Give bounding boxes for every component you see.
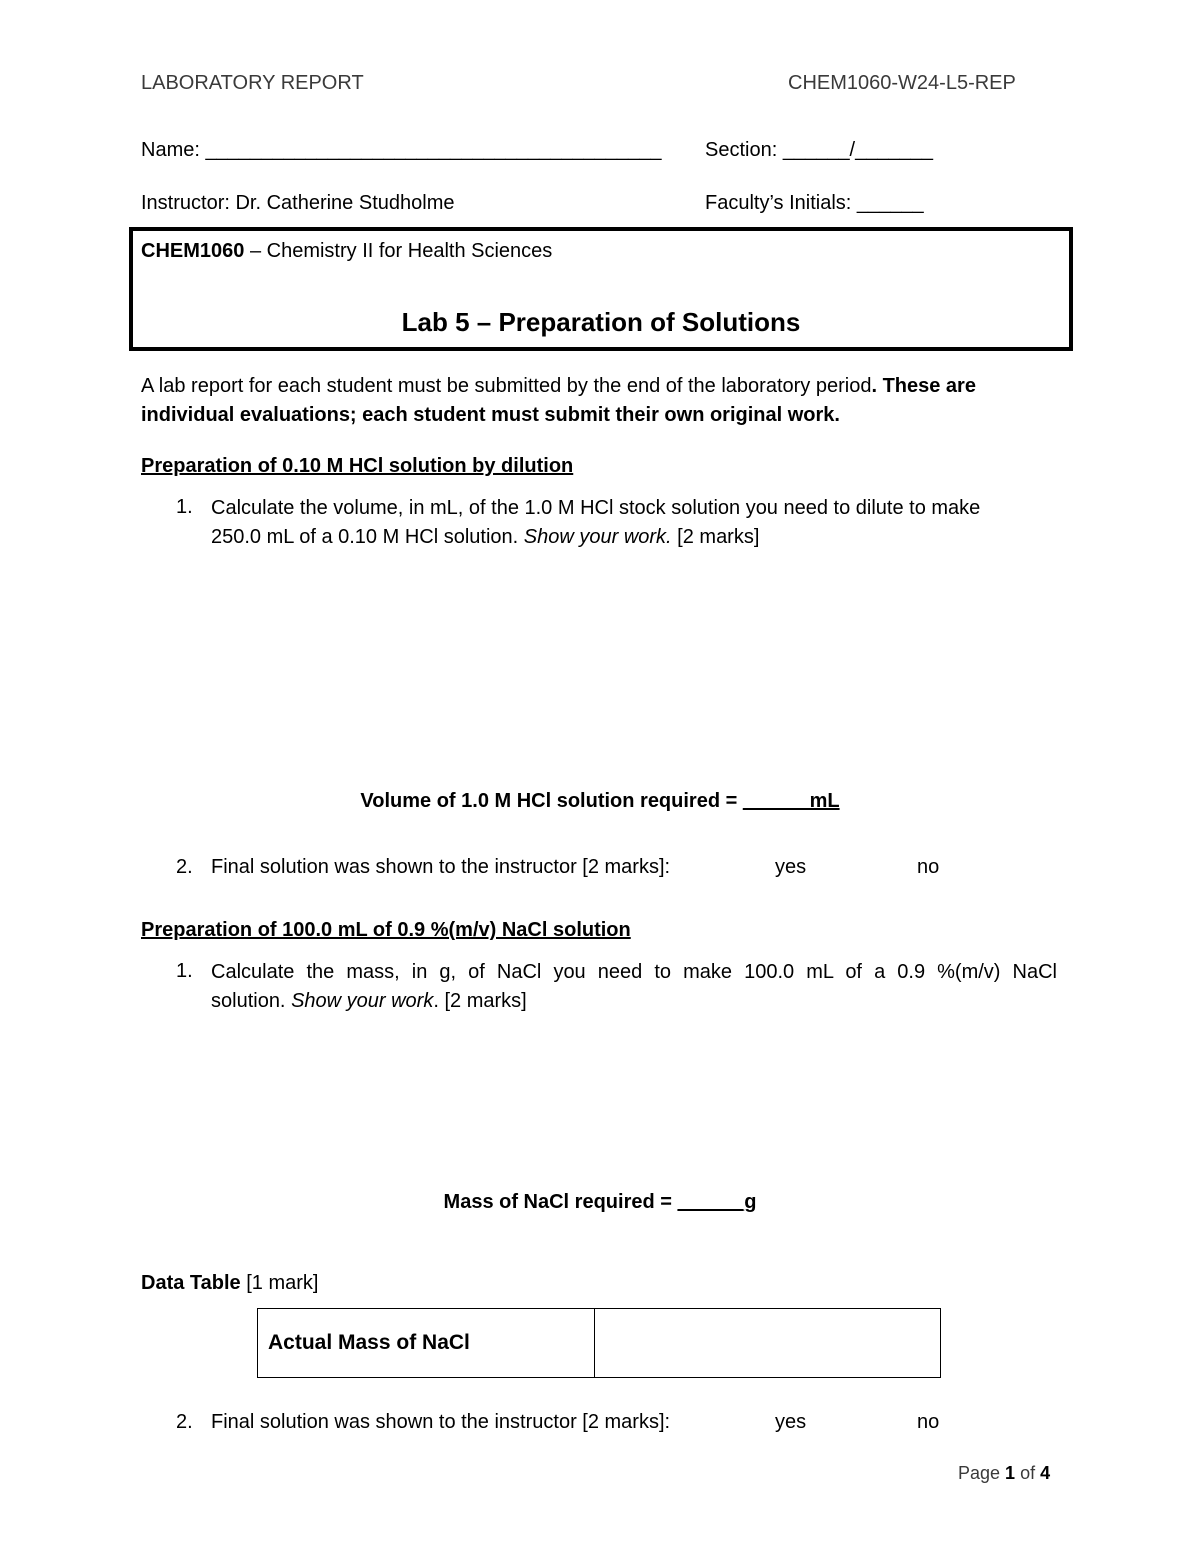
table-cell-input[interactable]	[595, 1309, 941, 1378]
section-heading-nacl: Preparation of 100.0 mL of 0.9 %(m/v) NaCl solution	[141, 919, 631, 941]
question-text: 250.0 mL of a 0.10 M HCl solution.	[211, 526, 524, 548]
hcl-volume-blank[interactable]: ______mL	[742, 790, 840, 812]
question-number: 2.	[176, 856, 193, 878]
section-heading-hcl: Preparation of 0.10 M HCl solution by dilution	[141, 455, 574, 477]
question-number: 1.	[176, 960, 193, 982]
nacl-mass-blank[interactable]: ______g	[677, 1191, 757, 1213]
question-number: 1.	[176, 496, 193, 518]
no-option[interactable]: no	[917, 1411, 940, 1433]
data-table-marks: [1 mark]	[240, 1272, 319, 1294]
answer-label: Mass of NaCl required =	[443, 1191, 678, 1213]
page-number	[958, 1463, 1050, 1484]
instructor-line: Instructor: Dr. Catherine Studholme	[141, 192, 455, 214]
course-name: – Chemistry II for Health Sciences	[244, 240, 553, 262]
section-field[interactable]: Section: ______/_______	[705, 139, 933, 161]
course-code: CHEM1060	[141, 240, 245, 262]
question-marks: . [2 marks]	[433, 990, 527, 1012]
table-cell-label: Actual Mass of NaCl	[258, 1309, 595, 1378]
table-row	[258, 1309, 941, 1378]
yes-option[interactable]: yes	[775, 1411, 807, 1433]
page-of: of	[1015, 1463, 1041, 1483]
question-text: solution.	[211, 990, 292, 1012]
data-table	[257, 1308, 941, 1378]
page-current: 1	[1005, 1463, 1016, 1483]
title-box	[129, 227, 1073, 351]
question-text: Calculate the mass, in g, of NaCl you need to make 100.0 mL of a 0.9 %(m/v) NaCl	[211, 961, 1057, 983]
question-hcl-volume	[211, 494, 980, 552]
intro-paragraph	[141, 372, 976, 430]
question-instruction: Show your work	[291, 990, 434, 1012]
lab-title: Lab 5 – Preparation of Solutions	[401, 307, 801, 337]
no-option[interactable]: no	[917, 856, 940, 878]
nacl-mass-answer	[0, 1191, 1200, 1214]
page-word: Page	[958, 1463, 1006, 1483]
intro-text: A lab report for each student must be submitted by the end of the laboratory period	[141, 375, 872, 397]
question-marks: [2 marks]	[671, 526, 760, 548]
report-header-code: CHEM1060-W24-L5-REP	[788, 72, 1016, 94]
page-total: 4	[1040, 1463, 1051, 1483]
faculty-initials-field[interactable]: Faculty’s Initials: ______	[705, 192, 924, 214]
data-table-heading: Data Table	[141, 1272, 241, 1294]
question-shown-instructor: Final solution was shown to the instructor [2 marks]:	[211, 856, 671, 878]
hcl-volume-answer	[0, 790, 1200, 813]
question-text: Calculate the volume, in mL, of the 1.0 M HCl stock solution you need to dilute to make	[211, 497, 981, 519]
data-table-caption	[141, 1272, 318, 1295]
course-title	[141, 240, 552, 263]
question-instruction: Show your work.	[523, 526, 672, 548]
answer-label: Volume of 1.0 M HCl solution required =	[360, 790, 743, 812]
question-number: 2.	[176, 1411, 193, 1433]
report-header-left: LABORATORY REPORT	[141, 72, 364, 94]
question-nacl-mass	[211, 958, 1057, 1016]
intro-emphasis: individual evaluations; each student must submit their own original work.	[141, 404, 840, 426]
yes-option[interactable]: yes	[775, 856, 807, 878]
intro-emphasis-start: . These are	[871, 375, 976, 397]
name-field[interactable]: Name: _________________________________________	[141, 139, 662, 161]
question-shown-instructor: Final solution was shown to the instructor [2 marks]:	[211, 1411, 671, 1433]
